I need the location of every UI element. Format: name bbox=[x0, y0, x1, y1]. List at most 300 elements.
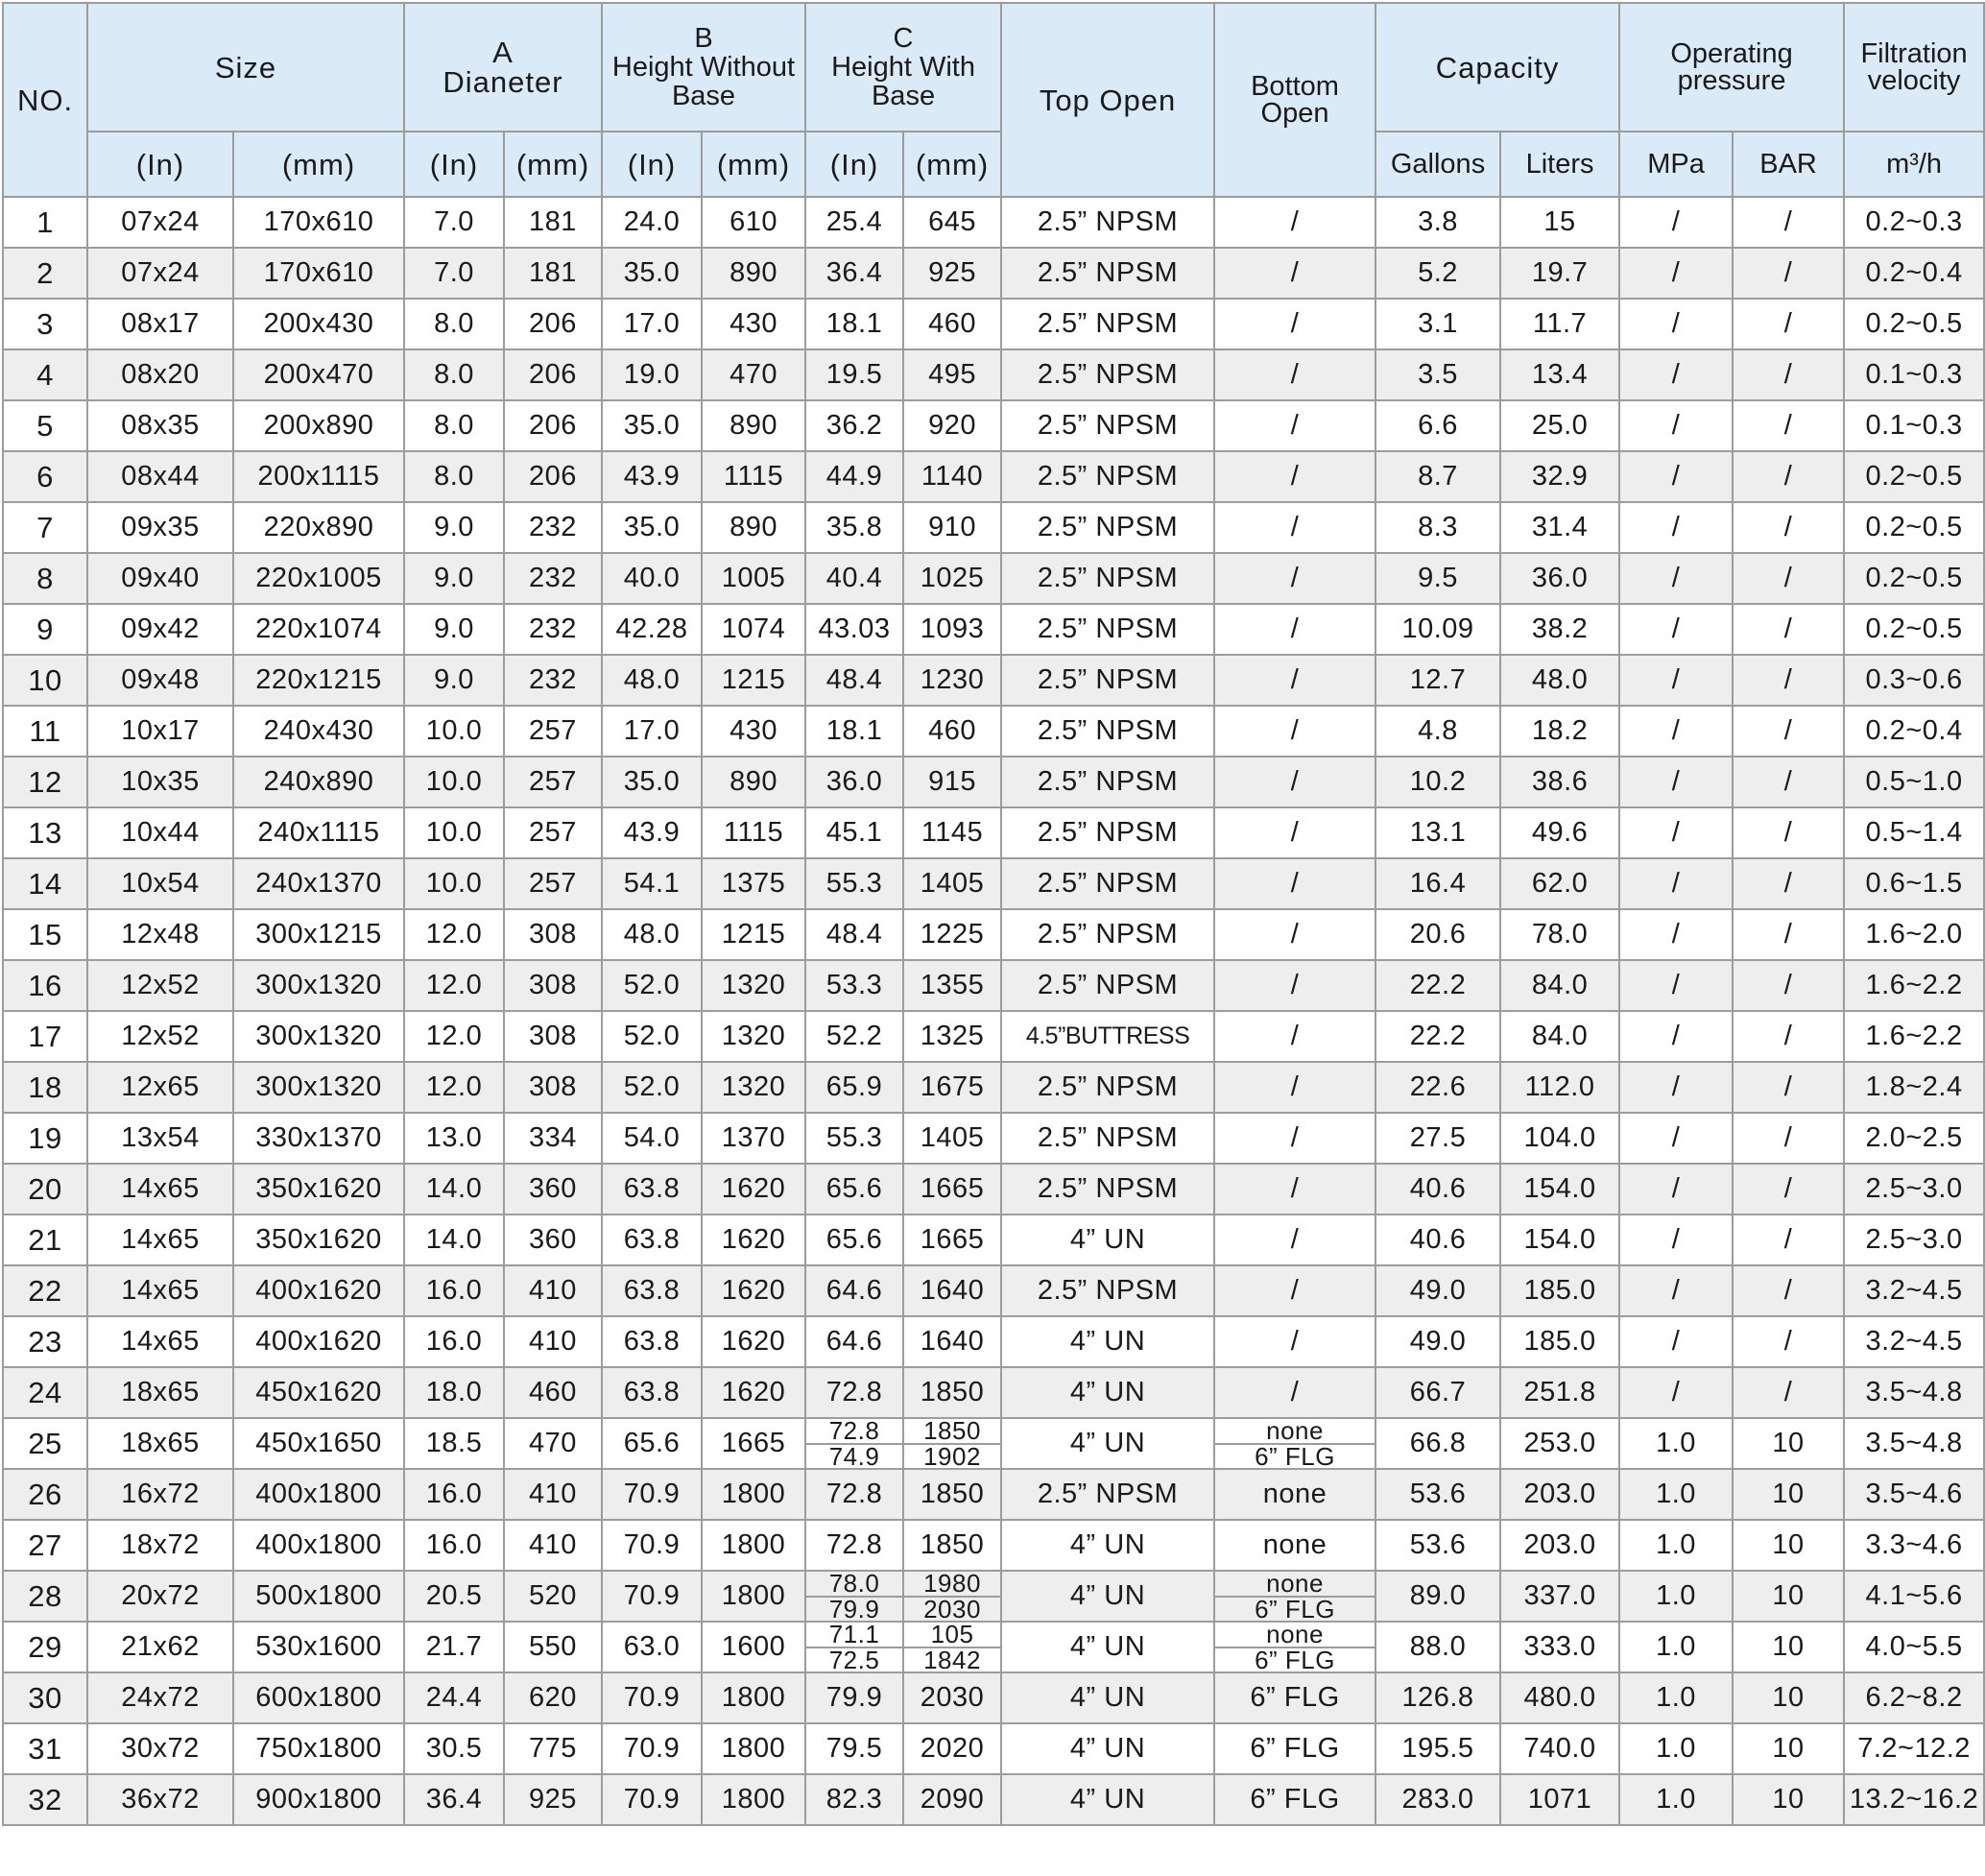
cell-size-in: 09x35 bbox=[87, 502, 233, 553]
cell-bar: / bbox=[1733, 1113, 1844, 1164]
cell-gallons: 49.0 bbox=[1375, 1316, 1500, 1367]
table-row bbox=[3, 400, 1984, 451]
cell-velocity: 3.2~4.5 bbox=[1844, 1265, 1984, 1316]
cell-b-in: 70.9 bbox=[602, 1571, 702, 1622]
cell-size-in: 08x20 bbox=[87, 349, 233, 400]
cell-b-in: 52.0 bbox=[602, 960, 702, 1011]
cell-bar: / bbox=[1733, 1367, 1844, 1418]
cell-bar: / bbox=[1733, 248, 1844, 299]
cell-velocity: 0.2~0.5 bbox=[1844, 451, 1984, 502]
cell-mpa: / bbox=[1619, 349, 1733, 400]
cell-top-open: 4” UN bbox=[1001, 1571, 1214, 1622]
cell-c-mm: 1140 bbox=[903, 451, 1001, 502]
cell-a-in: 16.0 bbox=[404, 1265, 504, 1316]
header-size-mm: (mm) bbox=[233, 132, 404, 197]
cell-mpa: / bbox=[1619, 299, 1733, 349]
cell-c-in: 48.4 bbox=[805, 909, 903, 960]
table-row bbox=[3, 1316, 1984, 1367]
header-velocity-line2: velocity bbox=[1867, 65, 1961, 96]
cell-mpa: / bbox=[1619, 502, 1733, 553]
cell-liters: 78.0 bbox=[1500, 909, 1619, 960]
cell-c-mm-upper: 1980 bbox=[904, 1572, 1000, 1598]
cell-size-in: 10x54 bbox=[87, 858, 233, 909]
cell-a-in: 18.0 bbox=[404, 1367, 504, 1418]
cell-b-in: 54.1 bbox=[602, 858, 702, 909]
cell-b-in: 42.28 bbox=[602, 604, 702, 655]
cell-liters: 84.0 bbox=[1500, 1011, 1619, 1062]
cell-mpa: / bbox=[1619, 909, 1733, 960]
cell-no: 11 bbox=[3, 706, 87, 757]
cell-size-mm: 400x1800 bbox=[233, 1469, 404, 1520]
cell-top-open: 2.5” NPSM bbox=[1001, 400, 1214, 451]
header-b-mm: (mm) bbox=[702, 132, 805, 197]
cell-top-open: 4” UN bbox=[1001, 1520, 1214, 1571]
cell-no: 7 bbox=[3, 502, 87, 553]
cell-a-mm: 257 bbox=[504, 706, 602, 757]
cell-c-mm: 1850 bbox=[903, 1520, 1001, 1571]
cell-liters: 104.0 bbox=[1500, 1113, 1619, 1164]
cell-a-in: 9.0 bbox=[404, 655, 504, 706]
cell-size-mm: 240x430 bbox=[233, 706, 404, 757]
header-b-in: (In) bbox=[602, 132, 702, 197]
cell-b-mm: 610 bbox=[702, 197, 805, 248]
header-a-in: (In) bbox=[404, 132, 504, 197]
cell-size-mm: 220x1005 bbox=[233, 553, 404, 604]
cell-bar: 10 bbox=[1733, 1418, 1844, 1469]
cell-c-in: 53.3 bbox=[805, 960, 903, 1011]
cell-bottom-open: / bbox=[1214, 553, 1375, 604]
cell-b-in: 63.8 bbox=[602, 1164, 702, 1215]
cell-mpa: / bbox=[1619, 1215, 1733, 1265]
cell-gallons: 195.5 bbox=[1375, 1723, 1500, 1774]
cell-mpa: / bbox=[1619, 807, 1733, 858]
cell-liters: 32.9 bbox=[1500, 451, 1619, 502]
header-c-label-line2: Base bbox=[871, 81, 936, 111]
cell-top-open: 4” UN bbox=[1001, 1316, 1214, 1367]
cell-bar: / bbox=[1733, 299, 1844, 349]
cell-a-mm: 206 bbox=[504, 349, 602, 400]
table-row bbox=[3, 757, 1984, 807]
cell-size-mm: 240x890 bbox=[233, 757, 404, 807]
cell-top-open: 2.5” NPSM bbox=[1001, 1265, 1214, 1316]
cell-velocity: 0.2~0.5 bbox=[1844, 502, 1984, 553]
cell-b-mm: 1215 bbox=[702, 655, 805, 706]
cell-a-in: 8.0 bbox=[404, 299, 504, 349]
header-c-in: (In) bbox=[805, 132, 903, 197]
cell-bottom-open: / bbox=[1214, 1164, 1375, 1215]
cell-liters: 11.7 bbox=[1500, 299, 1619, 349]
cell-mpa: / bbox=[1619, 706, 1733, 757]
cell-bottom-open: / bbox=[1214, 960, 1375, 1011]
cell-a-in: 16.0 bbox=[404, 1469, 504, 1520]
cell-size-in: 18x65 bbox=[87, 1367, 233, 1418]
cell-velocity: 0.1~0.3 bbox=[1844, 400, 1984, 451]
header-velocity-line1: Filtration bbox=[1860, 38, 1968, 69]
cell-b-mm: 1074 bbox=[702, 604, 805, 655]
table-row bbox=[3, 1062, 1984, 1113]
cell-size-mm: 400x1620 bbox=[233, 1316, 404, 1367]
cell-no: 13 bbox=[3, 807, 87, 858]
header-pressure-line1: Operating bbox=[1670, 38, 1793, 69]
cell-c-in: 18.1 bbox=[805, 706, 903, 757]
cell-c-mm bbox=[903, 1622, 1001, 1672]
cell-c-mm: 1325 bbox=[903, 1011, 1001, 1062]
cell-a-in: 7.0 bbox=[404, 248, 504, 299]
table-row bbox=[3, 1215, 1984, 1265]
table-row bbox=[3, 604, 1984, 655]
cell-velocity: 0.6~1.5 bbox=[1844, 858, 1984, 909]
cell-c-mm: 1665 bbox=[903, 1215, 1001, 1265]
cell-gallons: 40.6 bbox=[1375, 1164, 1500, 1215]
cell-liters: 31.4 bbox=[1500, 502, 1619, 553]
cell-b-mm: 1800 bbox=[702, 1571, 805, 1622]
cell-liters: 251.8 bbox=[1500, 1367, 1619, 1418]
cell-a-in: 24.4 bbox=[404, 1672, 504, 1723]
cell-size-in: 12x48 bbox=[87, 909, 233, 960]
cell-b-in: 43.9 bbox=[602, 807, 702, 858]
cell-velocity: 2.5~3.0 bbox=[1844, 1164, 1984, 1215]
header-a-mm: (mm) bbox=[504, 132, 602, 197]
cell-c-mm: 1640 bbox=[903, 1316, 1001, 1367]
cell-a-mm: 257 bbox=[504, 807, 602, 858]
specification-table bbox=[2, 2, 1985, 1826]
header-c-label-line1: Height With bbox=[831, 52, 975, 83]
cell-a-in: 14.0 bbox=[404, 1164, 504, 1215]
cell-size-in: 21x62 bbox=[87, 1622, 233, 1672]
cell-c-in-lower: 72.5 bbox=[828, 1645, 880, 1672]
cell-velocity: 7.2~12.2 bbox=[1844, 1723, 1984, 1774]
cell-mpa: / bbox=[1619, 1113, 1733, 1164]
cell-a-in: 12.0 bbox=[404, 1011, 504, 1062]
cell-c-mm: 1093 bbox=[903, 604, 1001, 655]
cell-size-in: 16x72 bbox=[87, 1469, 233, 1520]
cell-size-in: 20x72 bbox=[87, 1571, 233, 1622]
cell-c-in: 65.6 bbox=[805, 1164, 903, 1215]
cell-bottom-open: / bbox=[1214, 349, 1375, 400]
cell-mpa: 1.0 bbox=[1619, 1571, 1733, 1622]
cell-bottom-open: / bbox=[1214, 299, 1375, 349]
cell-c-mm: 925 bbox=[903, 248, 1001, 299]
cell-top-open: 4” UN bbox=[1001, 1215, 1214, 1265]
cell-gallons: 22.6 bbox=[1375, 1062, 1500, 1113]
cell-velocity: 1.8~2.4 bbox=[1844, 1062, 1984, 1113]
cell-bar: 10 bbox=[1733, 1723, 1844, 1774]
cell-bottom-open: / bbox=[1214, 1113, 1375, 1164]
cell-bar: 10 bbox=[1733, 1571, 1844, 1622]
cell-c-in bbox=[805, 1418, 903, 1469]
cell-bar: / bbox=[1733, 502, 1844, 553]
cell-velocity: 3.5~4.6 bbox=[1844, 1469, 1984, 1520]
cell-c-in bbox=[805, 1622, 903, 1672]
cell-bottom-open: / bbox=[1214, 1316, 1375, 1367]
cell-bottom-open: / bbox=[1214, 706, 1375, 757]
cell-b-mm: 1320 bbox=[702, 1062, 805, 1113]
cell-bar: 10 bbox=[1733, 1622, 1844, 1672]
cell-top-open: 2.5” NPSM bbox=[1001, 1113, 1214, 1164]
cell-liters: 253.0 bbox=[1500, 1418, 1619, 1469]
cell-bar: / bbox=[1733, 909, 1844, 960]
cell-c-mm: 1640 bbox=[903, 1265, 1001, 1316]
cell-gallons: 3.5 bbox=[1375, 349, 1500, 400]
cell-size-in: 09x40 bbox=[87, 553, 233, 604]
cell-size-in: 14x65 bbox=[87, 1215, 233, 1265]
cell-size-in: 09x48 bbox=[87, 655, 233, 706]
cell-c-mm: 1405 bbox=[903, 1113, 1001, 1164]
cell-no: 17 bbox=[3, 1011, 87, 1062]
cell-top-open: 2.5” NPSM bbox=[1001, 706, 1214, 757]
table-row bbox=[3, 502, 1984, 553]
cell-size-in: 14x65 bbox=[87, 1265, 233, 1316]
cell-size-in: 10x35 bbox=[87, 757, 233, 807]
table-row bbox=[3, 1164, 1984, 1215]
cell-no: 31 bbox=[3, 1723, 87, 1774]
cell-a-in: 12.0 bbox=[404, 909, 504, 960]
cell-size-in: 10x17 bbox=[87, 706, 233, 757]
cell-liters: 203.0 bbox=[1500, 1520, 1619, 1571]
cell-c-in-lower: 79.9 bbox=[828, 1594, 880, 1622]
cell-top-open: 2.5” NPSM bbox=[1001, 858, 1214, 909]
cell-a-mm: 232 bbox=[504, 553, 602, 604]
cell-c-in: 48.4 bbox=[805, 655, 903, 706]
cell-size-mm: 300x1320 bbox=[233, 960, 404, 1011]
cell-velocity: 13.2~16.2 bbox=[1844, 1774, 1984, 1825]
cell-b-mm: 1115 bbox=[702, 807, 805, 858]
cell-velocity: 0.2~0.5 bbox=[1844, 553, 1984, 604]
header-c-mm: (mm) bbox=[903, 132, 1001, 197]
cell-top-open: 2.5” NPSM bbox=[1001, 553, 1214, 604]
cell-c-in: 79.5 bbox=[805, 1723, 903, 1774]
cell-a-in: 14.0 bbox=[404, 1215, 504, 1265]
cell-gallons: 126.8 bbox=[1375, 1672, 1500, 1723]
cell-b-mm: 1370 bbox=[702, 1113, 805, 1164]
cell-b-in: 63.8 bbox=[602, 1316, 702, 1367]
cell-b-in: 70.9 bbox=[602, 1774, 702, 1825]
cell-gallons: 12.7 bbox=[1375, 655, 1500, 706]
cell-size-mm: 170x610 bbox=[233, 197, 404, 248]
cell-liters: 38.2 bbox=[1500, 604, 1619, 655]
cell-top-open: 4” UN bbox=[1001, 1622, 1214, 1672]
cell-no: 15 bbox=[3, 909, 87, 960]
cell-a-mm: 620 bbox=[504, 1672, 602, 1723]
cell-velocity: 2.0~2.5 bbox=[1844, 1113, 1984, 1164]
cell-c-in: 40.4 bbox=[805, 553, 903, 604]
cell-b-in: 19.0 bbox=[602, 349, 702, 400]
cell-liters: 18.2 bbox=[1500, 706, 1619, 757]
cell-liters: 185.0 bbox=[1500, 1316, 1619, 1367]
cell-velocity: 4.1~5.6 bbox=[1844, 1571, 1984, 1622]
cell-bar: / bbox=[1733, 858, 1844, 909]
cell-mpa: / bbox=[1619, 1062, 1733, 1113]
cell-b-in: 52.0 bbox=[602, 1062, 702, 1113]
cell-no: 32 bbox=[3, 1774, 87, 1825]
cell-b-in: 70.9 bbox=[602, 1672, 702, 1723]
table-row bbox=[3, 1520, 1984, 1571]
cell-b-in: 17.0 bbox=[602, 299, 702, 349]
cell-top-open: 4” UN bbox=[1001, 1418, 1214, 1469]
cell-no: 22 bbox=[3, 1265, 87, 1316]
cell-b-mm: 430 bbox=[702, 299, 805, 349]
cell-a-mm: 257 bbox=[504, 858, 602, 909]
cell-gallons: 53.6 bbox=[1375, 1520, 1500, 1571]
header-b-letter: B bbox=[694, 23, 713, 54]
cell-size-in: 12x65 bbox=[87, 1062, 233, 1113]
cell-bottom-open: 6” FLG bbox=[1214, 1672, 1375, 1723]
cell-mpa: 1.0 bbox=[1619, 1672, 1733, 1723]
cell-velocity: 0.2~0.5 bbox=[1844, 299, 1984, 349]
cell-bar: / bbox=[1733, 1164, 1844, 1215]
cell-b-in: 35.0 bbox=[602, 400, 702, 451]
cell-gallons: 8.7 bbox=[1375, 451, 1500, 502]
cell-b-in: 63.8 bbox=[602, 1265, 702, 1316]
cell-b-in: 70.9 bbox=[602, 1469, 702, 1520]
cell-c-in: 65.6 bbox=[805, 1215, 903, 1265]
cell-mpa: 1.0 bbox=[1619, 1723, 1733, 1774]
cell-gallons: 10.2 bbox=[1375, 757, 1500, 807]
cell-bottom-open bbox=[1214, 1418, 1375, 1469]
cell-bottom-open-lower: 6” FLG bbox=[1255, 1594, 1335, 1622]
cell-bottom-open: / bbox=[1214, 1265, 1375, 1316]
table-body bbox=[3, 197, 1984, 1825]
cell-no: 29 bbox=[3, 1622, 87, 1672]
header-top-open: Top Open bbox=[1001, 3, 1214, 197]
cell-bottom-open: none bbox=[1214, 1469, 1375, 1520]
cell-a-mm: 410 bbox=[504, 1265, 602, 1316]
cell-bar: / bbox=[1733, 349, 1844, 400]
cell-a-in: 18.5 bbox=[404, 1418, 504, 1469]
table-row bbox=[3, 909, 1984, 960]
cell-a-mm: 257 bbox=[504, 757, 602, 807]
cell-mpa: 1.0 bbox=[1619, 1520, 1733, 1571]
cell-a-mm: 232 bbox=[504, 655, 602, 706]
table-row bbox=[3, 299, 1984, 349]
cell-mpa: / bbox=[1619, 960, 1733, 1011]
cell-top-open: 2.5” NPSM bbox=[1001, 807, 1214, 858]
cell-a-mm: 410 bbox=[504, 1469, 602, 1520]
cell-no: 25 bbox=[3, 1418, 87, 1469]
cell-a-mm: 206 bbox=[504, 299, 602, 349]
cell-gallons: 89.0 bbox=[1375, 1571, 1500, 1622]
cell-size-mm: 200x890 bbox=[233, 400, 404, 451]
cell-b-in: 35.0 bbox=[602, 502, 702, 553]
cell-a-in: 8.0 bbox=[404, 400, 504, 451]
cell-mpa: / bbox=[1619, 1265, 1733, 1316]
cell-a-in: 13.0 bbox=[404, 1113, 504, 1164]
header-liters: Liters bbox=[1500, 132, 1619, 197]
cell-velocity: 1.6~2.2 bbox=[1844, 1011, 1984, 1062]
header-no: NO. bbox=[3, 3, 87, 197]
cell-top-open: 2.5” NPSM bbox=[1001, 451, 1214, 502]
cell-c-mm: 495 bbox=[903, 349, 1001, 400]
header-velocity-unit: m³/h bbox=[1844, 132, 1984, 197]
cell-size-in: 14x65 bbox=[87, 1316, 233, 1367]
table-row bbox=[3, 553, 1984, 604]
cell-c-in: 64.6 bbox=[805, 1265, 903, 1316]
cell-a-mm: 308 bbox=[504, 960, 602, 1011]
cell-liters: 48.0 bbox=[1500, 655, 1619, 706]
cell-b-mm: 1620 bbox=[702, 1316, 805, 1367]
cell-c-in: 52.2 bbox=[805, 1011, 903, 1062]
cell-b-in: 35.0 bbox=[602, 248, 702, 299]
cell-liters: 1071 bbox=[1500, 1774, 1619, 1825]
cell-liters: 62.0 bbox=[1500, 858, 1619, 909]
cell-b-mm: 1005 bbox=[702, 553, 805, 604]
cell-liters: 154.0 bbox=[1500, 1164, 1619, 1215]
cell-mpa: 1.0 bbox=[1619, 1774, 1733, 1825]
cell-size-in: 09x42 bbox=[87, 604, 233, 655]
cell-b-mm: 890 bbox=[702, 502, 805, 553]
cell-velocity: 3.2~4.5 bbox=[1844, 1316, 1984, 1367]
cell-mpa: / bbox=[1619, 1367, 1733, 1418]
cell-bottom-open: / bbox=[1214, 655, 1375, 706]
cell-size-in: 14x65 bbox=[87, 1164, 233, 1215]
cell-b-mm: 1320 bbox=[702, 960, 805, 1011]
cell-size-in: 18x72 bbox=[87, 1520, 233, 1571]
cell-gallons: 53.6 bbox=[1375, 1469, 1500, 1520]
cell-size-mm: 500x1800 bbox=[233, 1571, 404, 1622]
cell-size-mm: 400x1800 bbox=[233, 1520, 404, 1571]
table-row bbox=[3, 1723, 1984, 1774]
cell-a-mm: 520 bbox=[504, 1571, 602, 1622]
cell-size-mm: 750x1800 bbox=[233, 1723, 404, 1774]
cell-bottom-open bbox=[1214, 1622, 1375, 1672]
cell-size-mm: 350x1620 bbox=[233, 1215, 404, 1265]
cell-b-in: 63.8 bbox=[602, 1215, 702, 1265]
cell-b-mm: 1620 bbox=[702, 1367, 805, 1418]
cell-c-in: 64.6 bbox=[805, 1316, 903, 1367]
cell-liters: 38.6 bbox=[1500, 757, 1619, 807]
cell-top-open: 2.5” NPSM bbox=[1001, 655, 1214, 706]
cell-c-in: 72.8 bbox=[805, 1367, 903, 1418]
cell-top-open: 4” UN bbox=[1001, 1367, 1214, 1418]
cell-c-in: 82.3 bbox=[805, 1774, 903, 1825]
cell-bar: / bbox=[1733, 1265, 1844, 1316]
cell-bottom-open: / bbox=[1214, 1062, 1375, 1113]
cell-c-in-upper: 71.1 bbox=[806, 1623, 902, 1648]
cell-bar: / bbox=[1733, 451, 1844, 502]
cell-bar: / bbox=[1733, 604, 1844, 655]
cell-bottom-open: 6” FLG bbox=[1214, 1723, 1375, 1774]
cell-top-open: 2.5” NPSM bbox=[1001, 757, 1214, 807]
cell-velocity: 0.5~1.4 bbox=[1844, 807, 1984, 858]
cell-a-in: 12.0 bbox=[404, 960, 504, 1011]
cell-b-mm: 890 bbox=[702, 400, 805, 451]
cell-a-in: 9.0 bbox=[404, 502, 504, 553]
cell-c-mm: 1675 bbox=[903, 1062, 1001, 1113]
cell-gallons: 5.2 bbox=[1375, 248, 1500, 299]
cell-gallons: 3.1 bbox=[1375, 299, 1500, 349]
cell-bottom-open: / bbox=[1214, 757, 1375, 807]
cell-gallons: 16.4 bbox=[1375, 858, 1500, 909]
header-pressure-line2: pressure bbox=[1677, 65, 1786, 96]
cell-size-mm: 530x1600 bbox=[233, 1622, 404, 1672]
cell-gallons: 49.0 bbox=[1375, 1265, 1500, 1316]
cell-liters: 15 bbox=[1500, 197, 1619, 248]
cell-size-in: 36x72 bbox=[87, 1774, 233, 1825]
cell-c-mm: 2030 bbox=[903, 1672, 1001, 1723]
cell-no: 10 bbox=[3, 655, 87, 706]
cell-a-mm: 410 bbox=[504, 1520, 602, 1571]
cell-top-open: 2.5” NPSM bbox=[1001, 502, 1214, 553]
cell-no: 20 bbox=[3, 1164, 87, 1215]
cell-a-mm: 334 bbox=[504, 1113, 602, 1164]
cell-size-mm: 400x1620 bbox=[233, 1265, 404, 1316]
cell-gallons: 40.6 bbox=[1375, 1215, 1500, 1265]
table-row bbox=[3, 1367, 1984, 1418]
table-row bbox=[3, 807, 1984, 858]
header-bar: BAR bbox=[1733, 132, 1844, 197]
cell-no: 18 bbox=[3, 1062, 87, 1113]
table-row bbox=[3, 451, 1984, 502]
